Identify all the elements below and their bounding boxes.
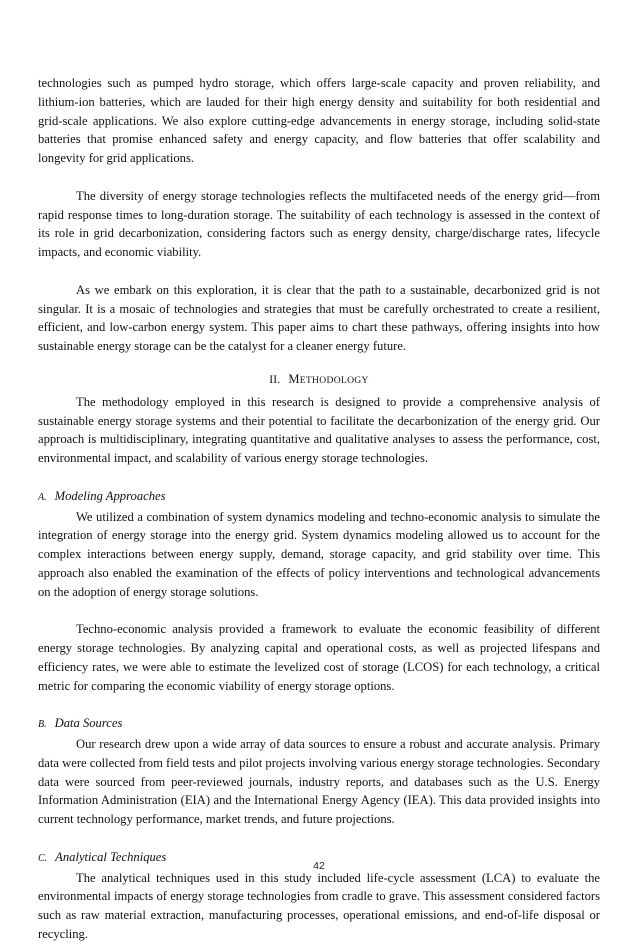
section-title-rest: ETHODOLOGY (299, 374, 369, 386)
intro-paragraph-1: technologies such as pumped hydro storage, which offers large-scale capacity and proven reliability, and lithium-ion batteries, which are lauded for their high energy density and suitability for both residential and grid-scale applications. We also explore cutting-edge advancements in energy storage, including solid-state batteries that promise enhanced safety and energy capacity, and flow batteries that offer scalability and longevity for grid applications. (38, 76, 600, 166)
subsection-b-heading (38, 714, 600, 735)
section-number: II. (269, 373, 281, 386)
subsection-a-paragraph-1: We utilized a combination of system dynamics modeling and techno-economic analysis to simulate the integration of energy storage into the energy grid. System dynamics modeling allowed us to account for the complex interactions between energy supply, demand, storage capacity, and grid stability over time. This approach also enabled the examination of the effects of policy interventions and technological advancements on the adoption of energy storage solutions. (38, 509, 600, 599)
page-number: 42 (313, 860, 325, 872)
subsection-c-letter: C. (38, 852, 48, 864)
subsection-b-letter: B. (38, 719, 47, 731)
section-heading (38, 370, 600, 391)
section-intro-paragraph: The methodology employed in this research is designed to provide a comprehensive analysis of sustainable energy storage systems and their potential to facilitate the decarbonization of the energy grid. Our approach is multidisciplinary, integrating quantitative and qualitative analyses to assess the performance, cost, environmental impact, and scalability of various energy storage technologies. (38, 394, 600, 466)
subsection-b-paragraph-1: Our research drew upon a wide array of data sources to ensure a robust and accurate analysis. Primary data were collected from field tests and pilot projects involving various energy storage technologies. Secondary data were sourced from peer-reviewed journals, industry reports, and databases such as the U.S. Energy Information Administration (EIA) and the International Energy Agency (IEA). This data provided insights into current technology performance, market trends, and future projections. (38, 737, 600, 827)
subsection-a-title: Modeling Approaches (54, 488, 166, 503)
subsection-a-letter: A. (38, 491, 47, 503)
intro-paragraph-3: As we embark on this exploration, it is clear that the path to a sustainable, decarbonized grid is not singular. It is a mosaic of technologies and strategies that must be carefully orchestrated to create a resilient, efficient, and low-carbon energy system. This paper aims to chart these pathways, offering insights into how sustainable energy storage can be the catalyst for a cleaner energy future. (38, 282, 600, 354)
intro-paragraph-2: The diversity of energy storage technologies reflects the multifaceted needs of the energy grid—from rapid response times to long-duration storage. The suitability of each technology is assessed in the context of its role in grid decarbonization, considering factors such as energy density, charge/discharge rates, lifecycle impacts, and economic viability. (38, 188, 600, 260)
subsection-c-paragraph-1: The analytical techniques used in this study included life-cycle assessment (LCA) to evaluate the environmental impacts of energy storage technologies from cradle to grave. This assessment considered factors such as raw material extraction, manufacturing processes, operational emissions, and end-of-life disposal or recycling. (38, 870, 600, 942)
subsection-b-title: Data Sources (54, 716, 123, 731)
subsection-a-heading (38, 487, 600, 508)
section-title-first: M (288, 371, 300, 386)
subsection-c-title: Analytical Techniques (55, 849, 167, 864)
page-body (38, 74, 600, 944)
subsection-a-paragraph-2: Techno-economic analysis provided a framework to evaluate the economic feasibility of different energy storage technologies. By analyzing capital and operational costs, as well as projected lifespans and efficiency rates, we were able to estimate the levelized cost of storage (LCOS) for each technology, a critical metric for comparing the economic viability of energy storage options. (38, 622, 600, 693)
